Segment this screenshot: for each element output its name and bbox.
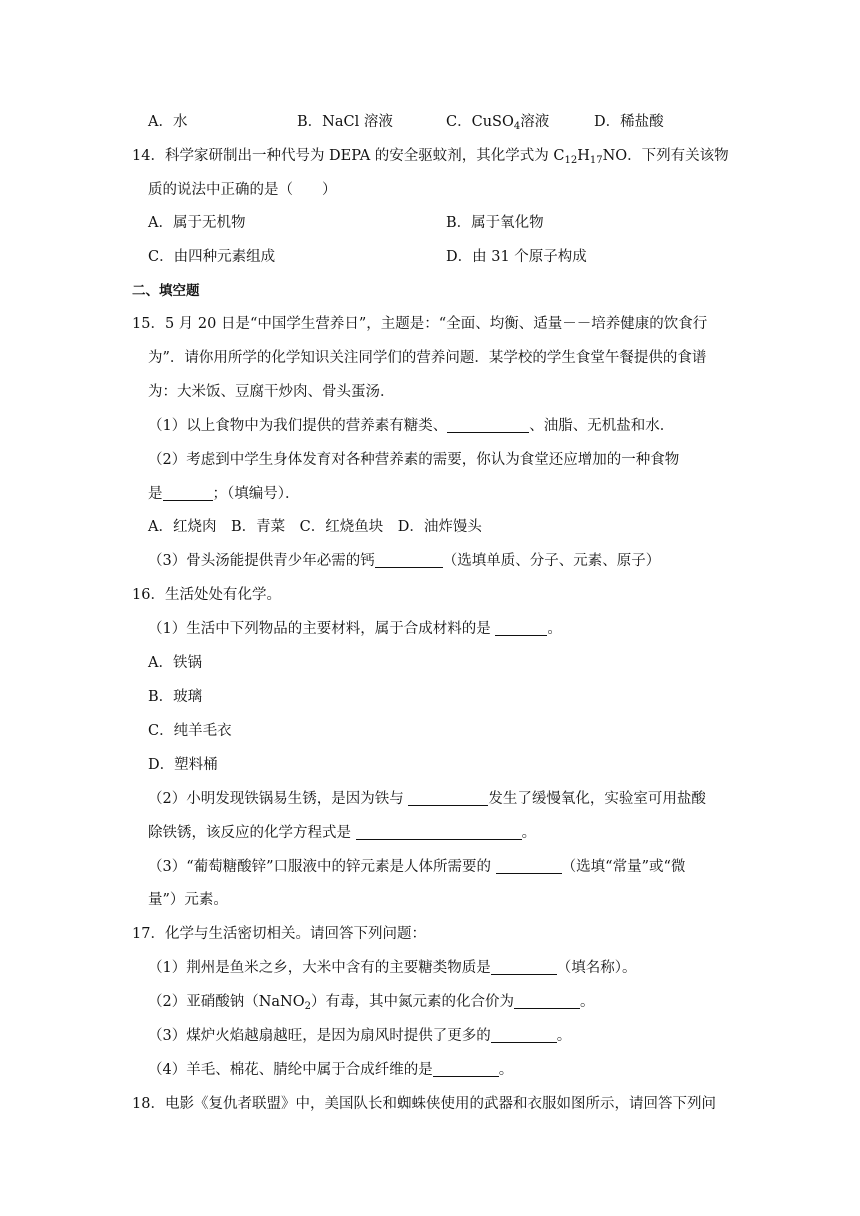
q17-part1: （1）荆州是鱼米之乡，大米中含有的主要糖类物质是 （填名称）。: [148, 960, 637, 976]
q16-option-c: C．纯羊毛衣: [148, 723, 232, 739]
q15-part2-line1: （2）考虑到中学生身体发育对各种营养素的需要，你认为食堂还应增加的一种食物: [148, 452, 680, 468]
answer-blank[interactable]: [491, 1026, 557, 1043]
answer-blank[interactable]: [433, 1060, 499, 1077]
q15-stem-line3: 为：大米饭、豆腐干炒肉、骨头蛋汤．: [148, 384, 395, 400]
q17-part3: （3）煤炉火焰越扇越旺，是因为扇风时提供了更多的 。: [148, 1028, 572, 1044]
q16-part3-line2: 量”）元素。: [148, 892, 228, 908]
section-heading: 二、填空题: [132, 283, 200, 299]
answer-blank[interactable]: [514, 992, 580, 1009]
q16-option-a: A．铁锅: [148, 655, 202, 671]
q16-option-b: B．玻璃: [148, 689, 203, 705]
answer-blank[interactable]: [163, 484, 213, 501]
q15-part2-options: A．红烧肉 B．青菜 C．红烧鱼块 D．油炸馒头: [148, 519, 482, 535]
q13-option-d: D．稀盐酸: [594, 114, 664, 130]
q17-part4: （4）羊毛、棉花、腈纶中属于合成纤维的是 。: [148, 1062, 514, 1078]
q14-option-c: C．由四种元素组成: [148, 249, 276, 265]
q13-option-a: A．水: [148, 114, 188, 130]
answer-blank[interactable]: [496, 857, 562, 874]
q15-part1: （1）以上食物中为我们提供的营养素有糖类、 、油脂、无机盐和水．: [148, 418, 675, 434]
q14-option-d: D．由 31 个原子构成: [446, 249, 587, 265]
q16-part2-line1: （2）小明发现铁锅易生锈，是因为铁与 发生了缓慢氧化，实验室可用盐酸: [148, 791, 706, 807]
q16-stem: 16．生活处处有化学。: [132, 587, 281, 603]
q13-option-c: C．CuSO$_4$溶液: [446, 114, 550, 132]
q15-stem-line1: 15．5 月 20 日是“中国学生营养日”，主题是：“全面、均衡、适量－－培养健康的饮食行: [132, 316, 708, 332]
q14-stem-line1: 14．科学家研制出一种代号为 DEPA 的安全驱蚊剂，其化学式为 $C_{12}H_{17}NO$．下列有关该物: [132, 148, 729, 166]
answer-blank[interactable]: [495, 619, 547, 636]
answer-blank[interactable]: [375, 551, 443, 568]
q16-part3-line1: （3）“葡萄糖酸锌”口服液中的锌元素是人体所需要的 （选填“常量”或“微: [148, 859, 686, 875]
q15-part2-line2: 是 ；（填编号）．: [148, 486, 300, 502]
q15-stem-line2: 为”．请你用所学的化学知识关注同学们的营养问题．某学校的学生食堂午餐提供的食谱: [148, 350, 707, 366]
q16-option-d: D．塑料桶: [148, 757, 218, 773]
q16-part2-line2: 除铁锈，该反应的化学方程式是 。: [148, 825, 537, 841]
answer-blank[interactable]: [491, 958, 557, 975]
q14-stem-line2: 质的说法中正确的是（ ）: [148, 182, 337, 198]
q14-option-a: A．属于无机物: [148, 215, 246, 231]
q14-option-b: B．属于氧化物: [446, 215, 544, 231]
answer-blank[interactable]: [447, 416, 529, 433]
q15-part3: （3）骨头汤能提供青少年必需的钙 （选填单质、分子、元素、原子）: [148, 553, 661, 569]
q18-stem: 18．电影《复仇者联盟》中，美国队长和蜘蛛侠使用的武器和衣服如图所示，请回答下列问: [132, 1096, 716, 1112]
answer-blank[interactable]: [356, 823, 522, 840]
q13-option-b: B．NaCl 溶液: [297, 114, 393, 130]
q17-stem: 17．化学与生活密切相关。请回答下列问题：: [132, 926, 426, 942]
q17-part2: （2）亚硝酸钠（NaNO$_2$）有毒，其中氮元素的化合价为 。: [148, 994, 595, 1012]
answer-blank[interactable]: [408, 789, 488, 806]
q16-part1: （1）生活中下列物品的主要材料，属于合成材料的是 。: [148, 621, 562, 637]
